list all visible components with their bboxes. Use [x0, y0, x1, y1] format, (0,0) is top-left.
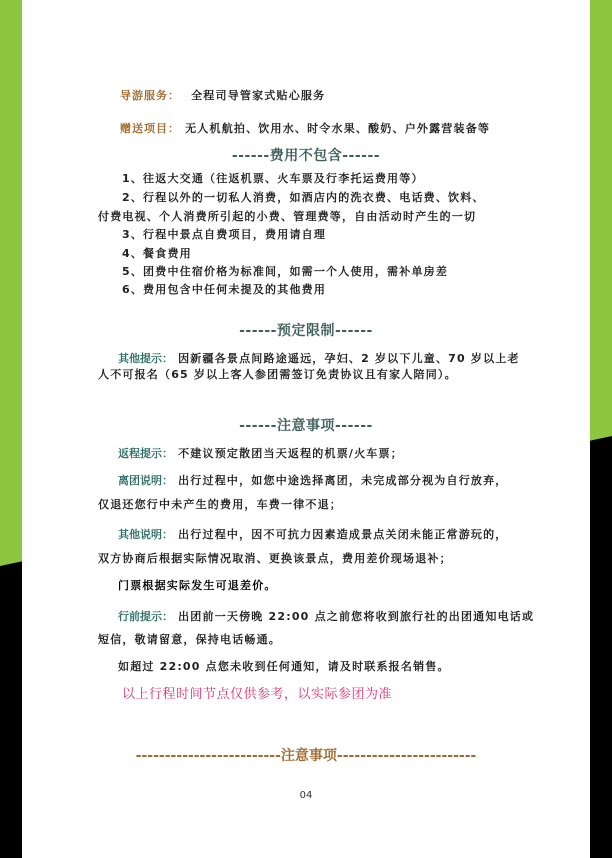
excluded-line-6: 5、团费中住宿价格为标准间，如需一个人使用，需补单房差: [122, 265, 449, 278]
guide-service-text: 全程司导管家式贴心服务: [191, 89, 326, 102]
pre-label: 行前提示：: [118, 610, 173, 623]
pre-text-2: 短信，敬请留意，保持电话畅通。: [98, 633, 281, 646]
document-page: [22, 0, 590, 858]
gift-row: [120, 117, 490, 136]
excluded-line-2: 2、行程以外的一切私人消费，如酒店内的洗衣费、电话费、饮料、: [122, 191, 485, 204]
gift-label: 赠送项目：: [120, 122, 180, 135]
footer-heading: -------------------------注意事项------------------------: [135, 748, 477, 764]
other-label: 其他说明：: [118, 528, 173, 541]
other-row: [118, 523, 508, 542]
guide-service-row: [120, 84, 325, 103]
leave-text-2: 仅退还您行中未产生的费用，车费一律不退；: [98, 498, 342, 511]
return-row: [118, 442, 403, 461]
restrictions-line-2: 人不可报名（65 岁以上客人参团需签订免责协议且有家人陪同）。: [98, 368, 457, 381]
restrictions-line-1: 因新疆各景点间路途遥远，孕妇、2 岁以下儿童、70 岁以上老: [178, 352, 520, 365]
excluded-line-5: 4、餐食费用: [122, 247, 192, 260]
return-text: 不建议预定散团当天返程的机票/火车票；: [178, 447, 403, 460]
restrictions-row-1: [118, 347, 520, 366]
excluded-line-1: 1、往返大交通（往返机票、火车票及行李托运费用等）: [122, 172, 424, 185]
pre-text-3: 如超过 22:00 点您未收到任何通知，请及时联系报名销售。: [118, 660, 450, 673]
excluded-line-4: 3、行程中景点自费项目，费用请自理: [122, 228, 327, 241]
page-number: 04: [299, 790, 313, 801]
gift-text: 无人机航拍、饮用水、时令水果、酸奶、户外露营装备等: [185, 122, 491, 135]
pink-note: 以上行程时间节点仅供参考，以实际参团为准: [122, 687, 393, 702]
return-label: 返程提示：: [118, 447, 173, 460]
leave-label: 离团说明：: [118, 474, 173, 487]
notices-heading: ------注意事项------: [239, 418, 373, 434]
ticket-text: 门票根据实际发生可退差价。: [118, 579, 277, 592]
leave-text-1: 出行过程中，如您中途选择离团，未完成部分视为自行放弃，: [178, 474, 508, 487]
pre-row: [118, 605, 534, 624]
guide-service-label: 导游服务：: [120, 89, 180, 102]
leave-row: [118, 469, 508, 488]
excluded-line-7: 6、费用包含中任何未提及的其他费用: [122, 283, 327, 296]
restrictions-heading: ------预定限制------: [239, 323, 373, 339]
pre-text-1: 出团前一天傍晚 22:00 点之前您将收到旅行社的出团通知电话或: [178, 610, 535, 623]
other-text-1: 出行过程中，因不可抗力因素造成景点关闭未能正常游玩的，: [178, 528, 508, 541]
other-text-2: 双方协商后根据实际情况取消、更换该景点，费用差价现场退补；: [98, 552, 452, 565]
excluded-heading: ------费用不包含------: [231, 148, 381, 164]
restrictions-label: 其他提示：: [118, 352, 173, 365]
excluded-line-3: 付费电视、个人消费所引起的小费、管理费等，自由活动时产生的一切: [98, 210, 477, 223]
